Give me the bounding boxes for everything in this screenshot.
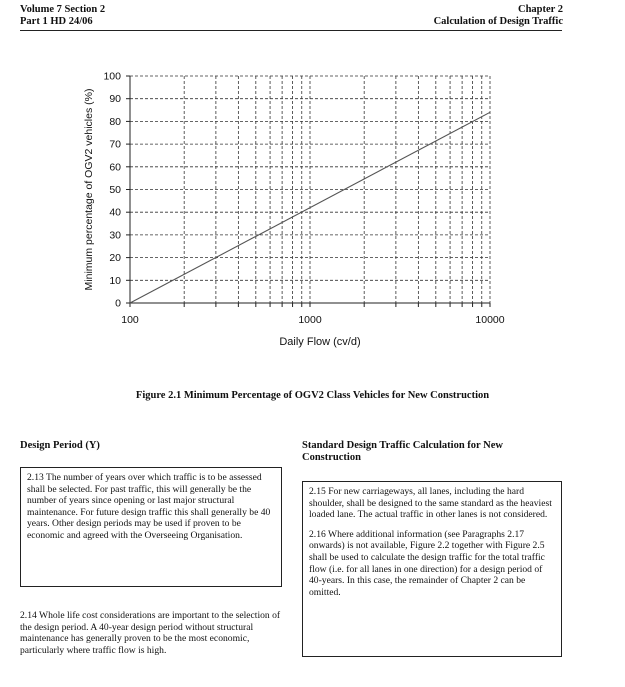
paragraph-2-13-box (20, 467, 282, 587)
y-tick-label: 70 (109, 138, 121, 151)
chapter-title: Calculation of Design Traffic (433, 16, 563, 27)
standard-design-traffic-heading: Standard Design Traffic Calculation for New Construction (302, 440, 503, 463)
chart-grid (130, 76, 490, 303)
y-tick-label: 60 (109, 161, 121, 174)
running-header-right (434, 4, 563, 28)
ogv2-percentage-chart (0, 60, 625, 360)
y-tick-label: 90 (109, 93, 121, 106)
y-tick-label: 100 (103, 70, 121, 83)
chapter-number: Chapter 2 (517, 4, 563, 15)
y-tick-label: 10 (109, 274, 121, 287)
paragraph-2-13: 2.13 The number of years over which traffic is to be assessed shall be selected. For past traffic, this will generally be the number of years since opening or last major structural maintenance. For future design traffic this shall generally be 40 years. Other design periods may be used if proven to be economic and agreed with the Overseeing Organisation. (27, 472, 271, 541)
paragraph-2-14: 2.14 Whole life cost considerations are important to the selection of the design period. A 40-year design period without structural maintenance has generally proven to be the most economic, particularly where traffic flow is high. (20, 610, 281, 656)
paragraphs-2-15-2-16-box (302, 481, 562, 657)
y-axis-label: Minimum percentage of OGV2 vehicles (%) (83, 88, 95, 291)
header-rule (20, 30, 562, 31)
paragraph-2-16: 2.16 Where additional information (see Paragraphs 2.17 onwards) is not available, Figure 2.2 together with Figure 2.5 shall be used to calculate the design traffic for the total traffic flow (i.e. for all lanes in one direction) for a design period of 40-years. In this case, the remainder of Chapter 2 can be omitted. (309, 528, 545, 598)
y-tick-label: 80 (109, 115, 121, 128)
volume-section: Volume 7 Section 2 (20, 4, 106, 15)
y-tick-label: 20 (109, 252, 121, 265)
x-tick-label: 1000 (298, 314, 322, 326)
part-reference: Part 1 HD 24/06 (20, 16, 93, 27)
paragraph-2-15: 2.15 For new carriageways, all lanes, including the hard shoulder, shall be designed to the same standard as the heaviest loaded lane. The actual traffic in other lanes is not considered. (309, 486, 552, 521)
x-axis-ticks (121, 303, 505, 326)
y-tick-label: 30 (109, 229, 121, 242)
paragraph-2-14-block (20, 610, 282, 656)
figure-caption: Figure 2.1 Minimum Percentage of OGV2 Class Vehicles for New Construction (135, 390, 490, 401)
x-axis-label: Daily Flow (cv/d) (279, 336, 361, 348)
y-axis-ticks (103, 71, 130, 310)
running-header-left (20, 4, 105, 28)
x-tick-label: 10000 (475, 314, 505, 326)
design-period-heading: Design Period (Y) (20, 440, 100, 451)
y-tick-label: 50 (109, 184, 121, 196)
y-tick-label: 40 (109, 206, 121, 219)
x-tick-label: 100 (121, 314, 139, 326)
y-tick-label: 0 (115, 297, 121, 310)
